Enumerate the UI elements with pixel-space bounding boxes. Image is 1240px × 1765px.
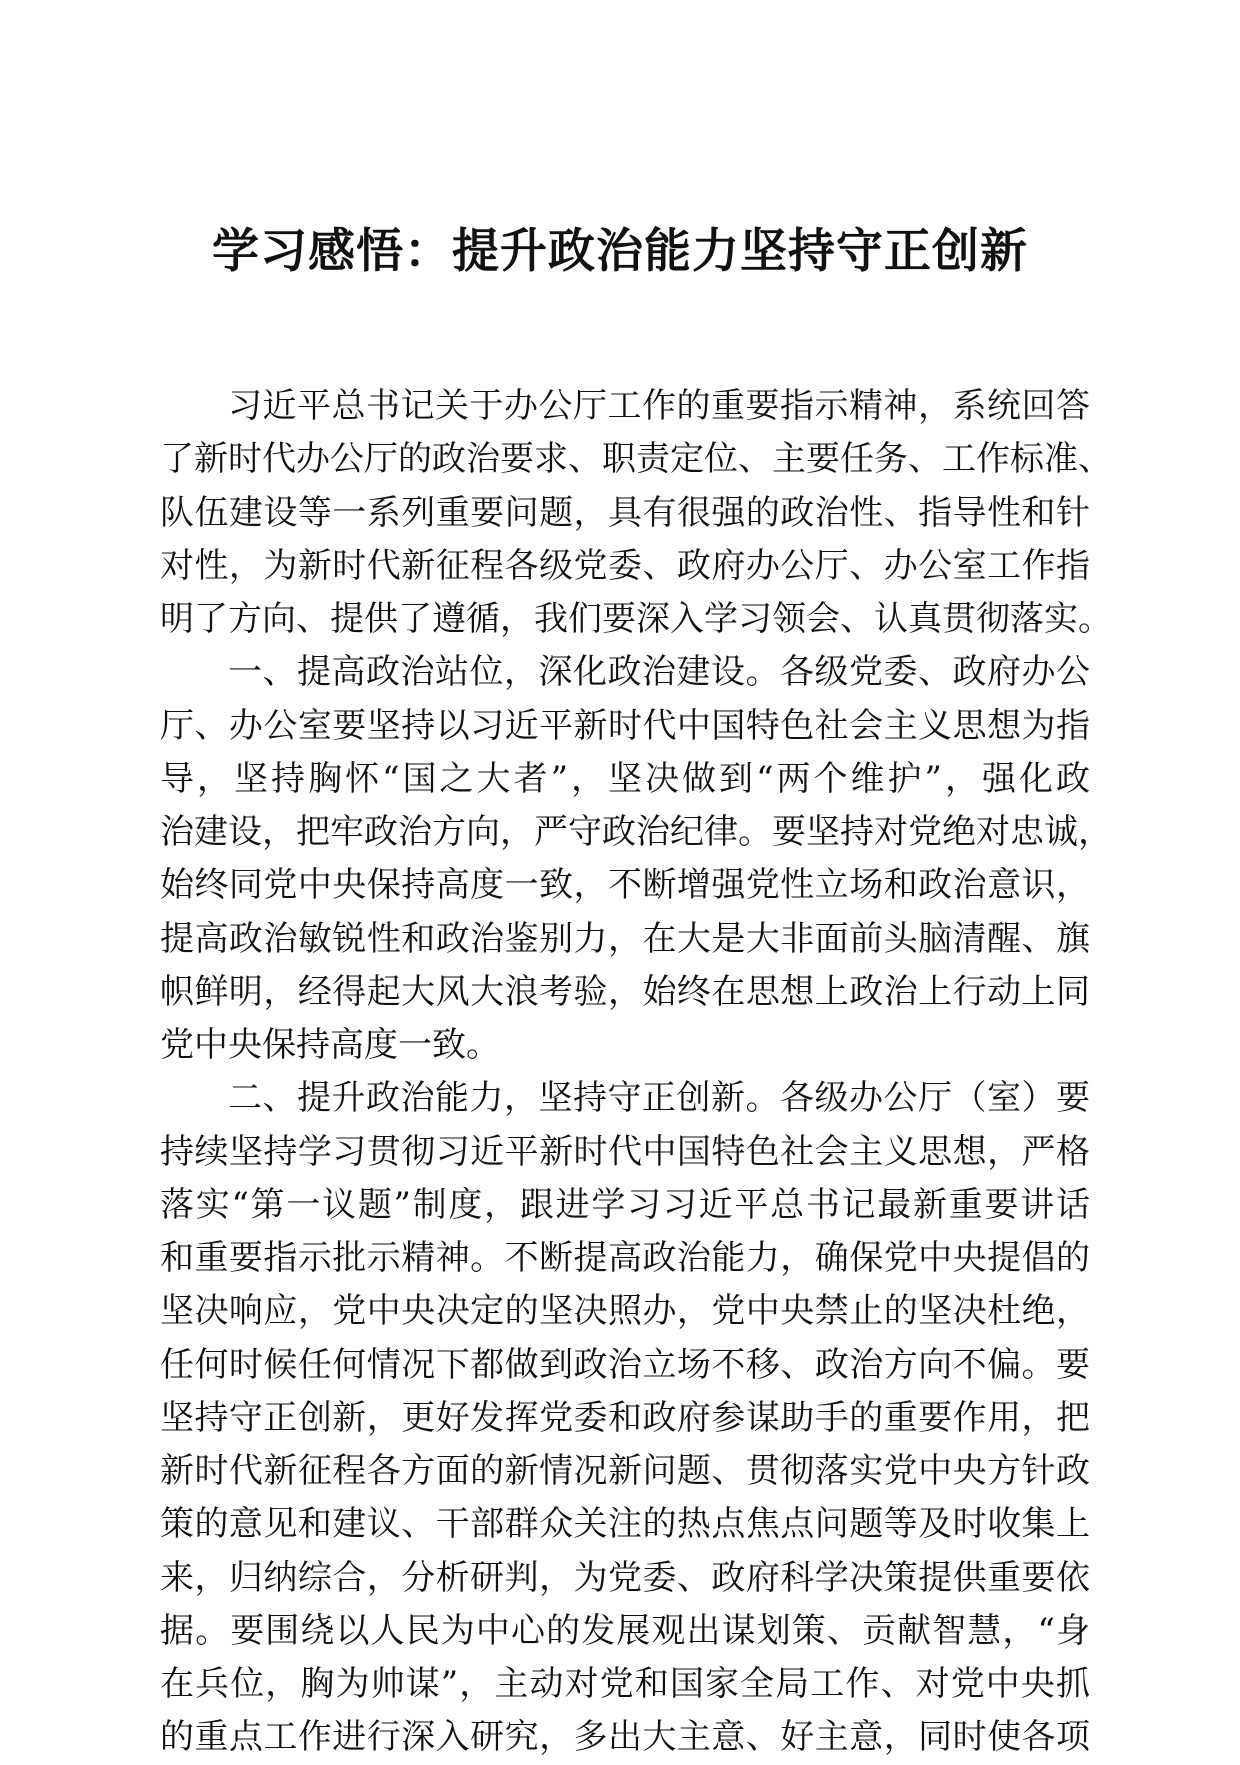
body-line: 习近平总书记关于办公厅工作的重要指示精神，系统回答 xyxy=(228,386,1090,426)
body-line: 持续坚持学习贯彻习近平新时代中国特色社会主义思想，严格 xyxy=(160,1131,1090,1172)
body-line: 明了方向、提供了遵循，我们要深入学习领会、认真贯彻落实。 xyxy=(160,599,1112,639)
body-line: 和重要指示批示精神。不断提高政治能力，确保党中央提倡的 xyxy=(160,1238,1090,1278)
body-line: 的重点工作进行深入研究，多出大主意、好主意，同时使各项 xyxy=(160,1717,1090,1758)
body-line: 帜鲜明，经得起大风大浪考验，始终在思想上政治上行动上同 xyxy=(160,971,1090,1012)
body-line: 任何时候任何情况下都做到政治立场不移、政治方向不偏。要 xyxy=(160,1344,1090,1385)
body-line: 据。要围绕以人民为中心的发展观出谋划策、贡献智慧，“身 xyxy=(160,1610,1090,1651)
body-line: 在兵位，胸为帅谋”，主动对党和国家全局工作、对党中央抓 xyxy=(160,1664,1090,1704)
document-title: 学习感悟：提升政治能力坚持守正创新 xyxy=(212,224,1028,279)
body-line: 对性，为新时代新征程各级党委、政府办公厅、办公室工作指 xyxy=(160,545,1090,586)
body-line: 治建设，把牢政治方向，严守政治纪律。要坚持对党绝对忠诚， xyxy=(160,812,1112,852)
body-line: 一、提高政治站位，深化政治建设。各级党委、政府办公 xyxy=(228,652,1090,693)
body-line: 厅、办公室要坚持以习近平新时代中国特色社会主义思想为指 xyxy=(160,705,1090,746)
body-line: 策的意见和建议、干部群众关注的热点焦点问题等及时收集上 xyxy=(160,1504,1090,1545)
body-line: 提高政治敏锐性和政治鉴别力，在大是大非面前头脑清醒、旗 xyxy=(160,918,1090,959)
body-line: 来，归纳综合，分析研判，为党委、政府科学决策提供重要依 xyxy=(160,1557,1090,1598)
body-line: 新时代新征程各方面的新情况新问题、贯彻落实党中央方针政 xyxy=(160,1451,1090,1491)
body-line: 队伍建设等一系列重要问题，具有很强的政治性、指导性和针 xyxy=(160,492,1090,533)
body-line: 坚决响应，党中央决定的坚决照办，党中央禁止的坚决杜绝， xyxy=(160,1291,1090,1332)
body-line: 始终同党中央保持高度一致，不断增强党性立场和政治意识， xyxy=(160,865,1090,906)
body-line: 二、提升政治能力，坚持守正创新。各级办公厅（室）要 xyxy=(228,1078,1090,1119)
body-line: 落实“第一议题”制度，跟进学习习近平总书记最新重要讲话 xyxy=(160,1184,1090,1225)
body-line: 坚持守正创新，更好发挥党委和政府参谋助手的重要作用，把 xyxy=(160,1397,1090,1438)
body-line: 党中央保持高度一致。 xyxy=(160,1025,500,1065)
body-line: 了新时代办公厅的政治要求、职责定位、主要任务、工作标准、 xyxy=(160,439,1112,480)
body-line: 导，坚持胸怀“国之大者”，坚决做到“两个维护”，强化政 xyxy=(160,758,1090,799)
document-body xyxy=(160,380,1112,1765)
